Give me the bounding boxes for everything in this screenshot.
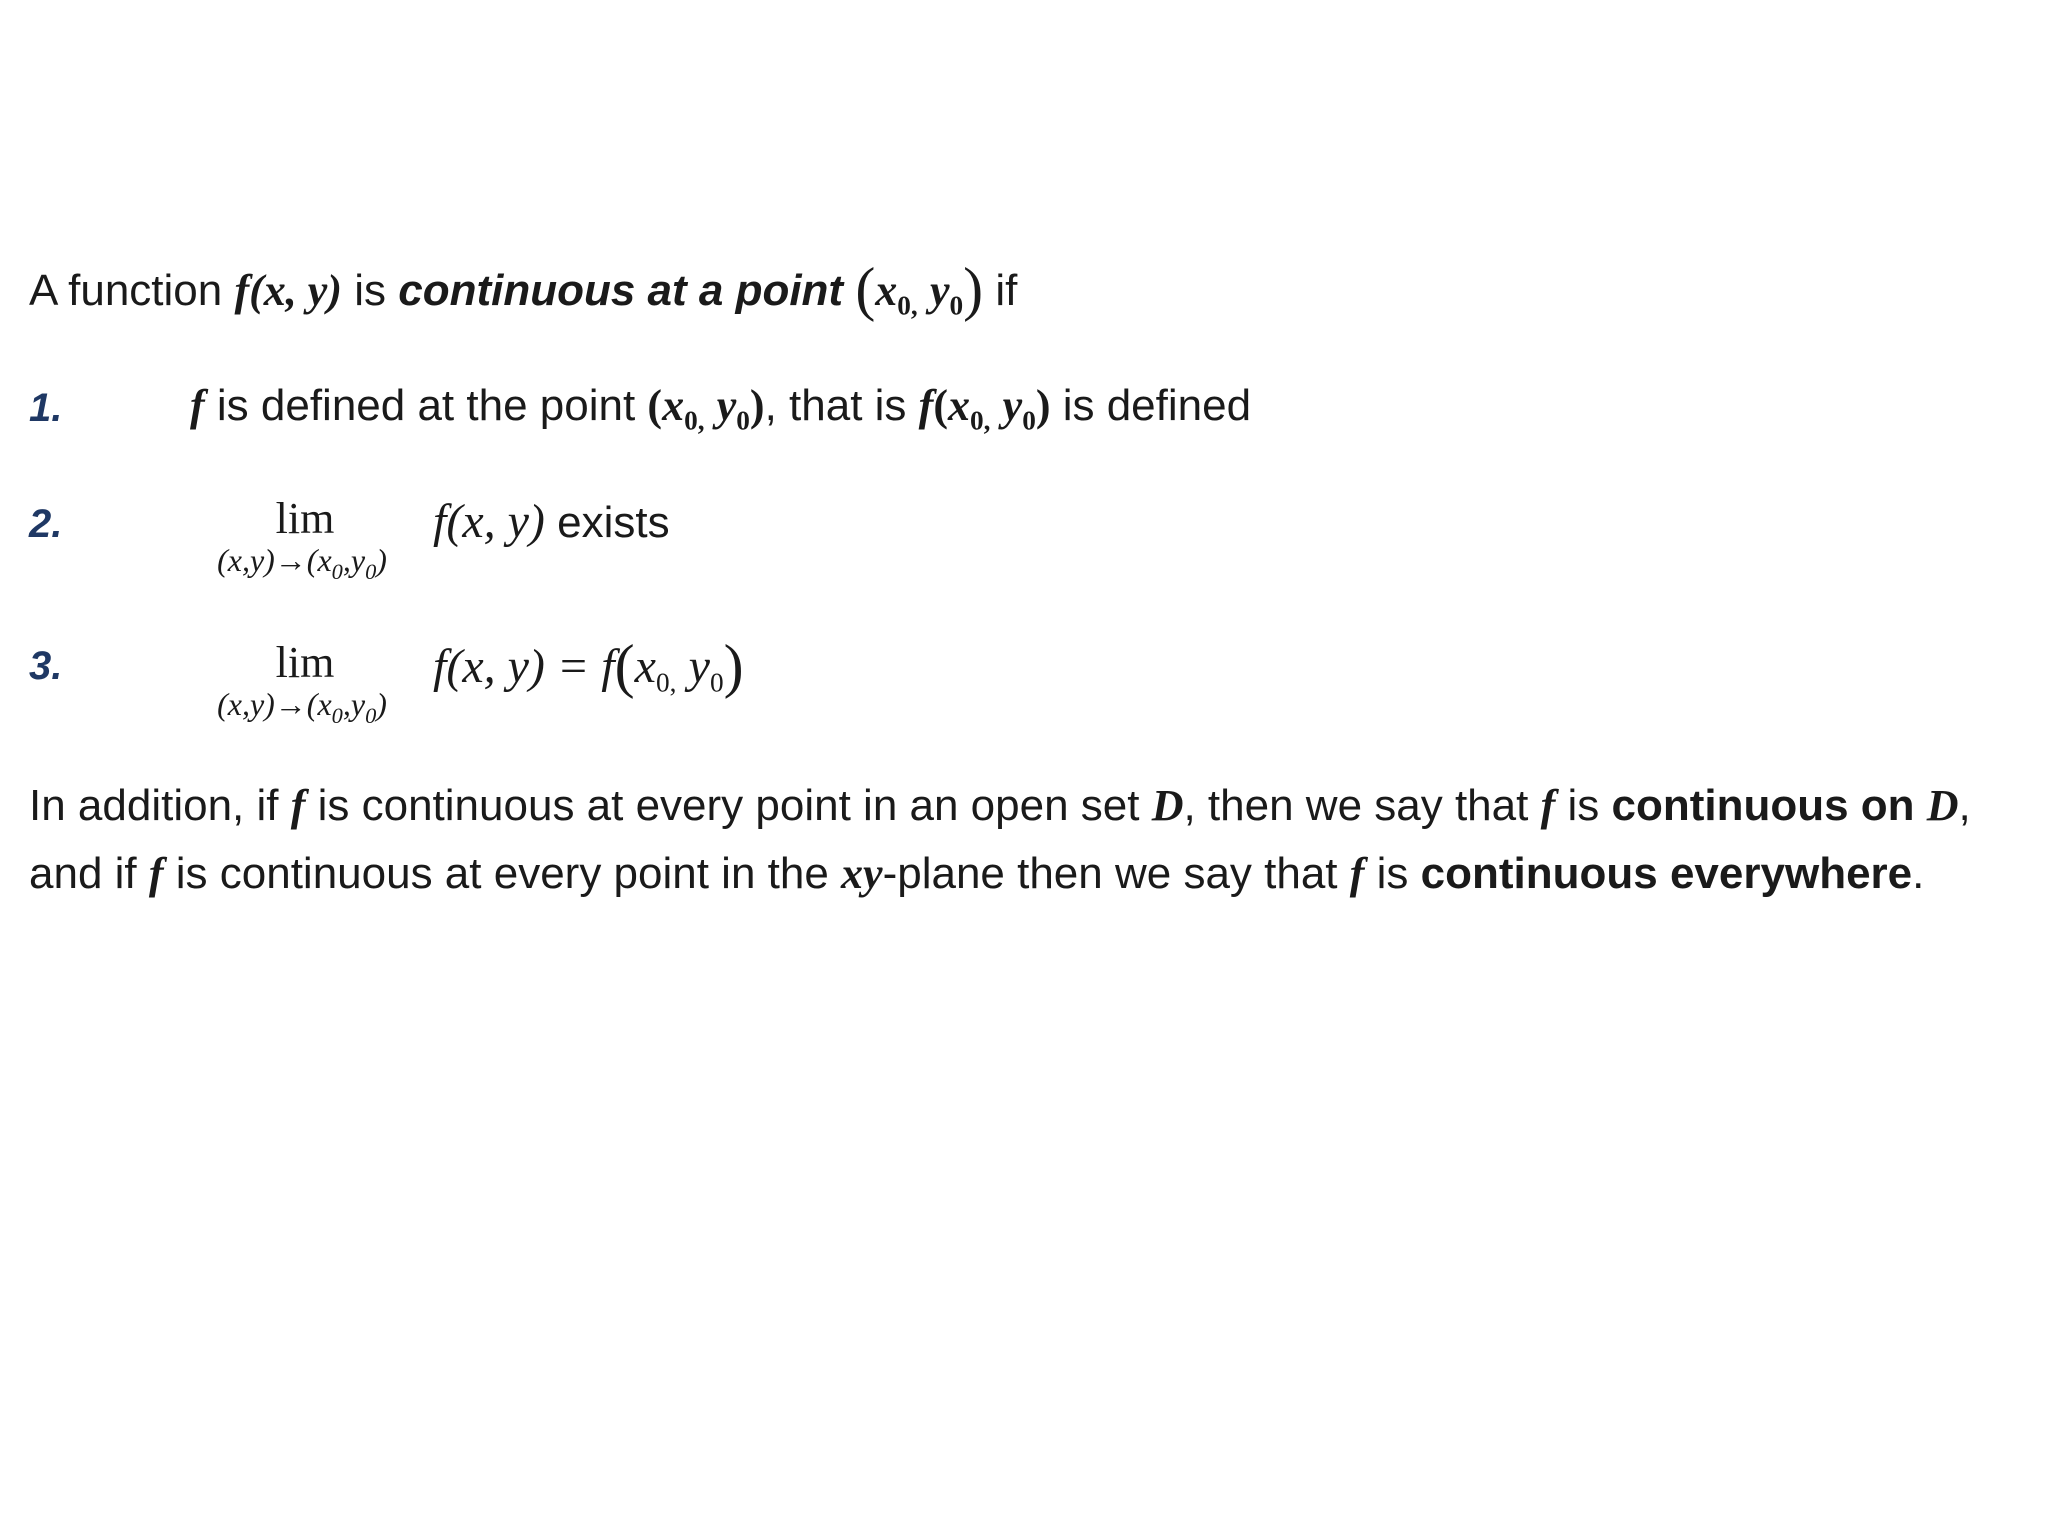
continuous-on-D-term: continuous on [1611, 781, 1927, 830]
addition-f: f [290, 781, 306, 830]
item-1-condition: f is defined at the point ($x_{0,}$ $y_0$), that is $f(x_{0,}$ $y_0$) is defined [190, 381, 1252, 436]
continuous-at-point-term: continuous at a point [398, 266, 844, 315]
item-1-x2: x [947, 381, 970, 430]
item-2-lim-word: lim [275, 494, 335, 543]
addition-line-1: In addition, if f is continuous at every point in an open set D, then we say that f is continuous on D, [29, 781, 1971, 830]
item-1-text-2: , that is [764, 381, 919, 430]
item-1-y-sub: 0 [736, 405, 750, 436]
item-3-function: f(x, y) = f [433, 640, 615, 693]
item-3-number: 3. [29, 644, 63, 688]
item-2-function: f(x, y) [433, 495, 545, 548]
addition-line2-f2: f [1349, 849, 1365, 898]
item-1-y: y [716, 381, 737, 430]
item-3-lim-word: lim [275, 638, 335, 687]
point-y-subscript: 0 [949, 290, 964, 321]
item-3-rhs-y: y [688, 640, 710, 693]
item-2-expression [433, 492, 670, 553]
intro-text-2: is [341, 266, 399, 315]
item-3-rhs-x: x [634, 640, 656, 693]
item-1-x: x [662, 381, 685, 430]
item-3-limit [190, 638, 420, 728]
item-3-lim-subscript: $(x,y)\to(x_0,y_0)$ [217, 686, 387, 728]
point-x-subscript: 0, [897, 290, 918, 321]
item-1-x2-sub: 0, [969, 405, 991, 436]
item-1-y2: y [1002, 381, 1023, 430]
addition-line-2: and if f is continuous at every point in the xy-plane then we say that f is continuous everywhere. [29, 849, 1925, 898]
open-set-D: D [1151, 781, 1184, 830]
item-1-y2-sub: 0 [1022, 405, 1036, 436]
addition-line2-f: f [148, 849, 164, 898]
item-2-limit [190, 494, 420, 584]
xy-plane-symbol: xy [841, 849, 883, 898]
point-x: x [875, 266, 898, 315]
item-3-rhs-x-sub: 0, [655, 667, 677, 698]
item-1-x-sub: 0, [684, 405, 705, 436]
item-2-number: 2. [29, 502, 63, 546]
intro-text-3: if [983, 266, 1018, 315]
definition-intro: A function f(x, y) is continuous at a point ($x_{0,}$ $y_0$) if [29, 256, 1018, 322]
open-set-D-2: D [1926, 781, 1959, 830]
item-1-number: 1. [29, 386, 63, 430]
item-1-f2: f [918, 381, 934, 430]
item-3-expression: f(x, $y) = f(x_{0,}$ $y_0$) [433, 633, 744, 699]
item-2-lim-subscript: $(x,y)\to(x_0,y_0)$ [217, 542, 387, 584]
function-arguments: (x, y) [249, 266, 342, 315]
addition-f2: f [1540, 781, 1556, 830]
item-1-text-3: is defined [1050, 381, 1252, 430]
item-1-f: f [190, 381, 205, 430]
item-2-tail: exists [544, 498, 670, 547]
point-y: y [929, 266, 950, 315]
function-symbol: f [234, 266, 250, 315]
item-3-rhs-y-sub: 0 [709, 667, 724, 698]
item-1-text-1: is defined at the point [204, 381, 648, 430]
continuous-everywhere-term: continuous everywhere [1420, 849, 1913, 898]
intro-text-1: A function [29, 266, 235, 315]
